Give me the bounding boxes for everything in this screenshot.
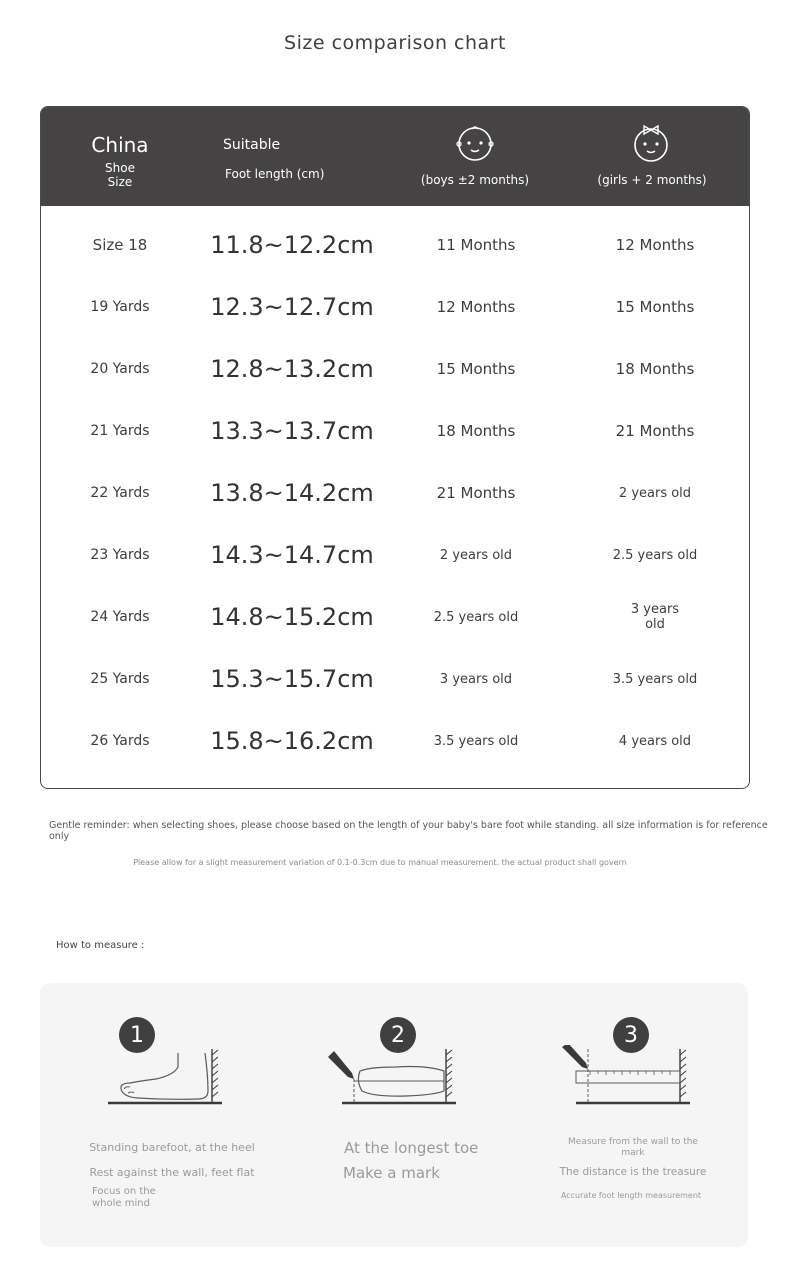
girls-age-cell: 15 Months (615, 297, 695, 316)
size-cell: 21 Yards (90, 423, 150, 439)
step-3-number: 3 (613, 1017, 649, 1053)
size-table (40, 106, 750, 789)
girls-age-cell: 3 years old (630, 602, 680, 632)
size-cell: 25 Yards (90, 671, 150, 687)
length-cell: 14.8~15.2cm (210, 603, 374, 631)
length-cell: 13.3~13.7cm (210, 417, 374, 445)
girls-age-cell: 2 years old (618, 485, 692, 501)
baby-girl-bow-face-icon (631, 123, 671, 163)
girls-age-cell: 21 Months (615, 421, 695, 440)
header-girls: (girls + 2 months) (597, 173, 707, 187)
how-to-measure-label: How to measure : (56, 940, 145, 951)
length-cell: 11.8~12.2cm (210, 231, 374, 259)
boys-age-cell: 12 Months (436, 298, 516, 316)
header-suitable: Suitable (223, 137, 281, 153)
step-1-line-3: Focus on the whole mind (92, 1186, 156, 1209)
length-cell: 12.3~12.7cm (210, 293, 374, 321)
variation-note: Please allow for a slight measurement variation of 0.1-0.3cm due to manual measurement. the actual product shall govern (133, 858, 627, 867)
boys-age-cell: 2.5 years old (433, 609, 519, 625)
table-row (41, 648, 749, 710)
step-1-line-1: Standing barefoot, at the heel (89, 1141, 255, 1154)
size-cell: 19 Yards (90, 299, 150, 315)
foot-against-wall-icon (108, 1045, 226, 1109)
table-row (41, 462, 749, 524)
length-cell: 14.3~14.7cm (210, 541, 374, 569)
size-cell: 24 Yards (90, 609, 150, 625)
girls-age-cell: 3.5 years old (612, 671, 698, 687)
girls-age-cell: 2.5 years old (612, 547, 698, 563)
step-2-number: 2 (380, 1017, 416, 1053)
boys-age-cell: 2 years old (439, 547, 513, 563)
baby-boy-face-icon (455, 123, 495, 163)
reminder-note: Gentle reminder: when selecting shoes, please choose based on the length of your baby's bare foot while standing. all size information is for reference only (49, 820, 768, 842)
ruler-measure-icon (560, 1045, 694, 1109)
step-2-line-1: At the longest toe (344, 1139, 479, 1157)
length-cell: 15.8~16.2cm (210, 727, 374, 755)
step-3-line-1: Measure from the wall to the mark (568, 1137, 698, 1158)
step-3-line-2: The distance is the treasure (559, 1166, 707, 1178)
boys-age-cell: 15 Months (436, 360, 516, 378)
table-row (41, 214, 749, 276)
pen-mark-longest-toe-icon (326, 1045, 460, 1109)
size-cell: 26 Yards (90, 733, 150, 749)
step-1-line-2: Rest against the wall, feet flat (89, 1166, 255, 1179)
size-cell: 22 Yards (90, 485, 150, 501)
girls-age-cell: 18 Months (615, 359, 695, 378)
table-row (41, 524, 749, 586)
length-cell: 13.8~14.2cm (210, 479, 374, 507)
length-cell: 12.8~13.2cm (210, 355, 374, 383)
header-china: China (91, 133, 149, 157)
table-row (41, 400, 749, 462)
table-row (41, 710, 749, 772)
page-title: Size comparison chart (284, 32, 506, 54)
boys-age-cell: 11 Months (436, 236, 516, 254)
boys-age-cell: 3 years old (439, 671, 513, 687)
size-cell: 23 Yards (90, 547, 150, 563)
table-row (41, 276, 749, 338)
table-header (41, 107, 749, 206)
girls-age-cell: 12 Months (615, 235, 695, 254)
step-3-line-3: Accurate foot length measurement (560, 1191, 702, 1200)
boys-age-cell: 18 Months (436, 422, 516, 440)
table-row (41, 338, 749, 400)
step-1-number: 1 (119, 1017, 155, 1053)
step-2-line-2: Make a mark (343, 1164, 440, 1182)
table-row (41, 586, 749, 648)
boys-age-cell: 21 Months (436, 484, 516, 502)
length-cell: 15.3~15.7cm (210, 665, 374, 693)
size-cell: Size 18 (92, 236, 148, 254)
boys-age-cell: 3.5 years old (433, 733, 519, 749)
girls-age-cell: 4 years old (618, 733, 692, 749)
measure-panel (40, 983, 748, 1247)
header-boys: (boys ±2 months) (420, 173, 530, 187)
header-foot-length: Foot length (cm) (225, 167, 325, 181)
header-shoe-size: Shoe Size (105, 161, 135, 189)
size-cell: 20 Yards (90, 361, 150, 377)
